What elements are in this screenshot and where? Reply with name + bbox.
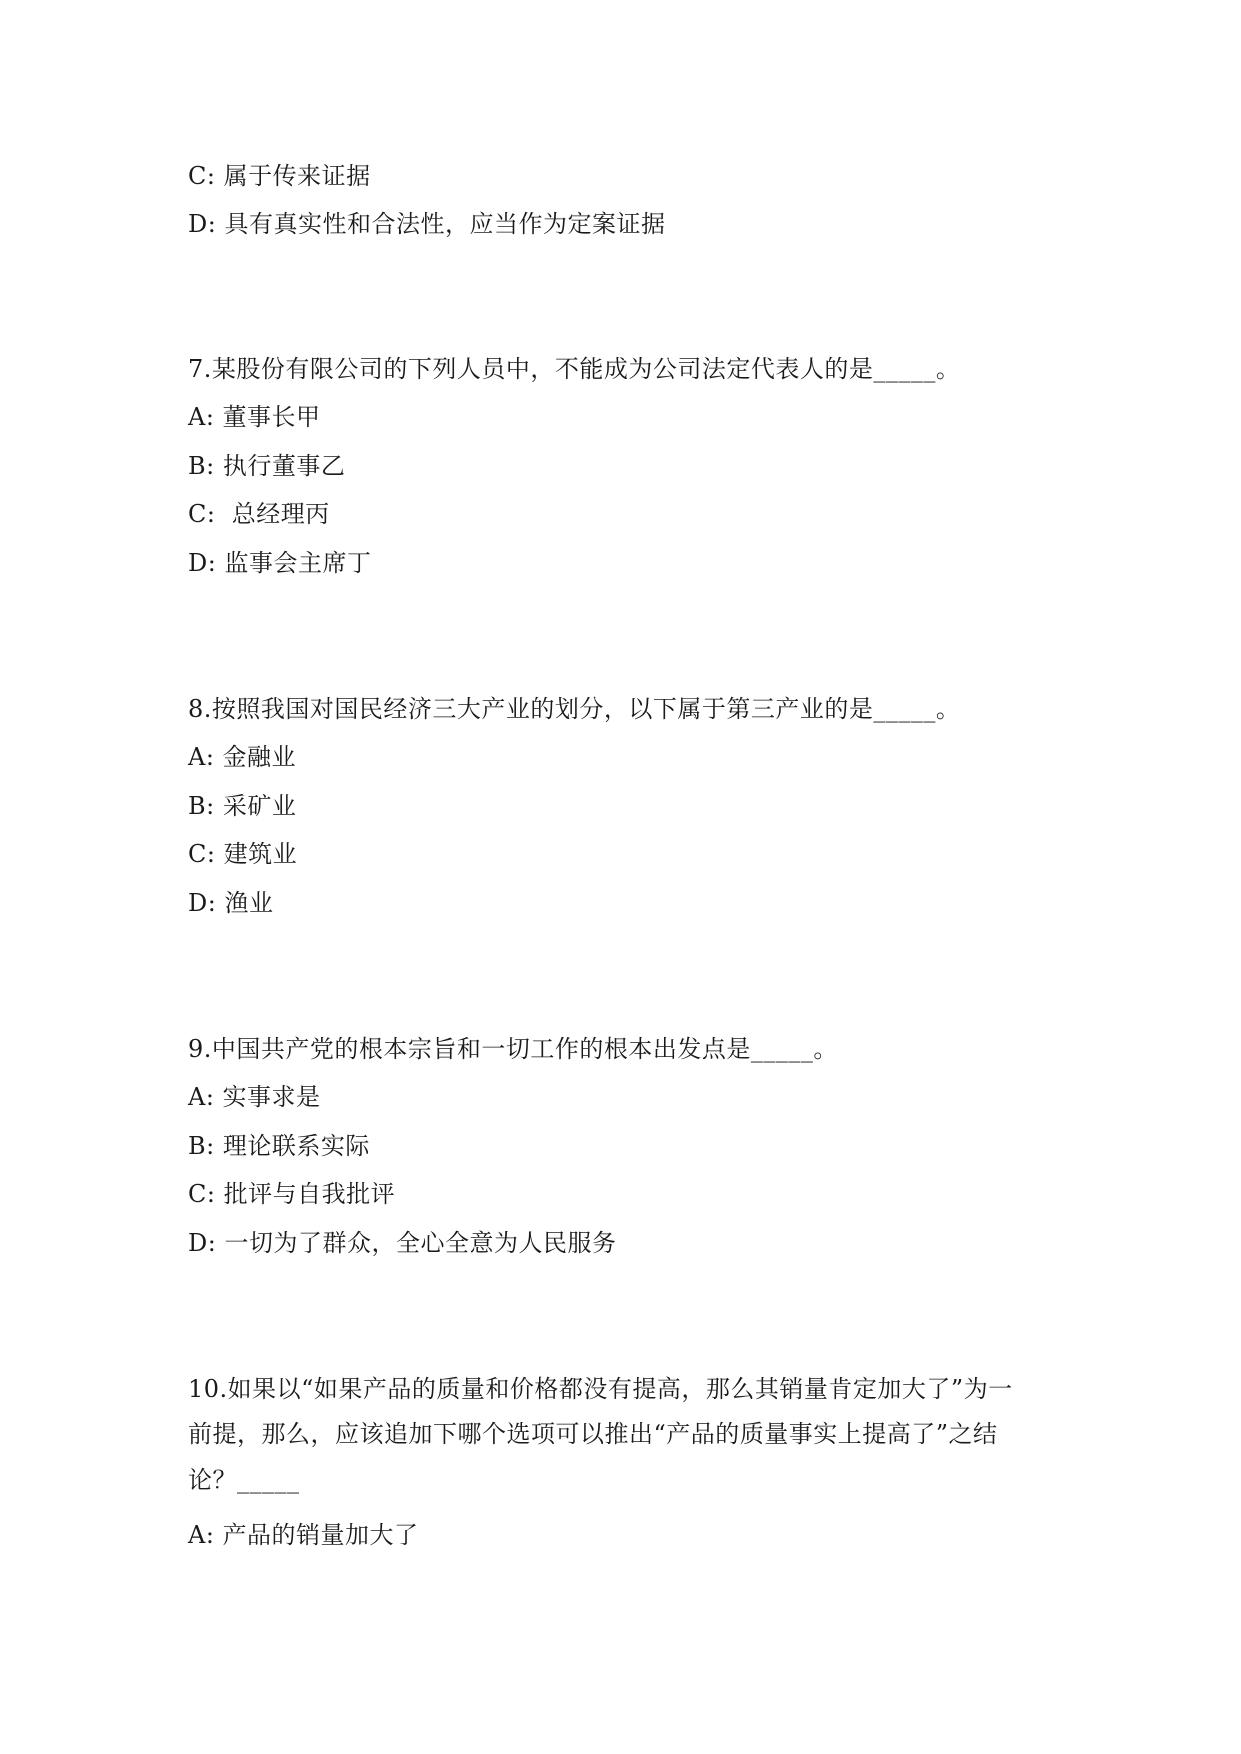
q10-option-a: A: 产品的销量加大了 xyxy=(188,1521,419,1549)
q8-option-a: A: 金融业 xyxy=(188,743,297,771)
q10-question-line-1: 10.如果以“如果产品的质量和价格都没有提高，那么其销量肯定加大了”为一 xyxy=(188,1375,1013,1403)
q9-option-d: D: 一切为了群众，全心全意为人民服务 xyxy=(188,1229,617,1257)
q8-question: 8.按照我国对国民经济三大产业的划分，以下属于第三产业的是_____。 xyxy=(188,695,961,723)
q7-option-d: D: 监事会主席丁 xyxy=(188,549,372,577)
q8-option-d: D: 渔业 xyxy=(188,889,274,917)
q8-option-c: C: 建筑业 xyxy=(188,840,298,868)
q10-question-line-3: 论？_____ xyxy=(188,1466,300,1494)
q7-option-c: C: 总经理丙 xyxy=(188,500,330,528)
q6-option-d: D: 具有真实性和合法性，应当作为定案证据 xyxy=(188,210,666,238)
q7-option-b: B: 执行董事乙 xyxy=(188,452,346,480)
q9-question: 9.中国共产党的根本宗旨和一切工作的根本出发点是_____。 xyxy=(188,1035,838,1063)
q10-question-line-2: 前提，那么，应该追加下哪个选项可以推出“产品的质量事实上提高了”之结 xyxy=(188,1420,998,1448)
q6-option-c: C: 属于传来证据 xyxy=(188,162,371,190)
q7-question: 7.某股份有限公司的下列人员中，不能成为公司法定代表人的是_____。 xyxy=(188,355,961,383)
q8-option-b: B: 采矿业 xyxy=(188,792,297,820)
q9-option-c: C: 批评与自我批评 xyxy=(188,1180,396,1208)
q7-option-a: A: 董事长甲 xyxy=(188,403,321,431)
q9-option-a: A: 实事求是 xyxy=(188,1083,321,1111)
q9-option-b: B: 理论联系实际 xyxy=(188,1132,370,1160)
